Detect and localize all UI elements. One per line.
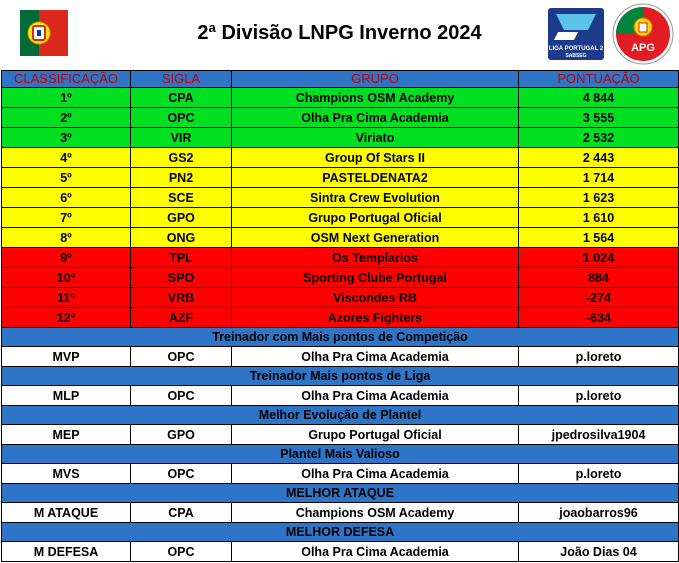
standings-row <box>2 88 679 108</box>
award-grupo-cell: Grupo Portugal Oficial <box>232 425 519 445</box>
award-user-cell: João Dias 04 <box>519 542 679 562</box>
standings-row <box>2 288 679 308</box>
grupo-cell: OSM Next Generation <box>232 228 519 248</box>
position-cell: 12º <box>2 308 131 328</box>
grupo-cell: PASTELDENATA2 <box>232 168 519 188</box>
award-title: Treinador com Mais pontos de Competição <box>2 328 679 347</box>
column-header-pontuacao: PONTUAÇÃO <box>519 71 679 88</box>
award-code-cell: MEP <box>2 425 131 445</box>
award-row <box>2 542 679 562</box>
standings-row <box>2 248 679 268</box>
award-title: Melhor Evolução de Plantel <box>2 406 679 425</box>
award-grupo-cell: Champions OSM Academy <box>232 503 519 523</box>
standings-row <box>2 168 679 188</box>
sigla-cell: GPO <box>131 208 232 228</box>
award-title: MELHOR DEFESA <box>2 523 679 542</box>
grupo-cell: Olha Pra Cima Academia <box>232 108 519 128</box>
pontos-cell: 3 555 <box>519 108 679 128</box>
position-cell: 11º <box>2 288 131 308</box>
sigla-cell: TPL <box>131 248 232 268</box>
award-title-row <box>2 445 679 464</box>
table-header-row <box>2 71 679 88</box>
standings-table <box>1 70 679 562</box>
liga-portugal-logo-icon <box>548 8 604 60</box>
sigla-cell: AZF <box>131 308 232 328</box>
award-row <box>2 347 679 367</box>
award-title-row <box>2 523 679 542</box>
grupo-cell: Group Of Stars II <box>232 148 519 168</box>
award-title: Plantel Mais Valioso <box>2 445 679 464</box>
award-title-row <box>2 328 679 347</box>
grupo-cell: Viriato <box>232 128 519 148</box>
page-header <box>0 0 679 70</box>
award-row <box>2 464 679 484</box>
standings-row <box>2 208 679 228</box>
pontos-cell: 4 844 <box>519 88 679 108</box>
pontos-cell: 1 714 <box>519 168 679 188</box>
award-title: MELHOR ATAQUE <box>2 484 679 503</box>
svg-text:SABSEG: SABSEG <box>565 53 587 59</box>
award-row <box>2 386 679 406</box>
award-sigla-cell: CPA <box>131 503 232 523</box>
award-grupo-cell: Olha Pra Cima Academia <box>232 464 519 484</box>
award-code-cell: M DEFESA <box>2 542 131 562</box>
award-title-row <box>2 484 679 503</box>
grupo-cell: Grupo Portugal Oficial <box>232 208 519 228</box>
standings-row <box>2 108 679 128</box>
sigla-cell: PN2 <box>131 168 232 188</box>
award-user-cell: p.loreto <box>519 386 679 406</box>
pontos-cell: 1 623 <box>519 188 679 208</box>
award-grupo-cell: Olha Pra Cima Academia <box>232 386 519 406</box>
standings-row <box>2 128 679 148</box>
award-code-cell: MLP <box>2 386 131 406</box>
award-code-cell: MVP <box>2 347 131 367</box>
pontos-cell: 2 532 <box>519 128 679 148</box>
pontos-cell: 1 564 <box>519 228 679 248</box>
position-cell: 1º <box>2 88 131 108</box>
column-header-classificacao: CLASSIFICAÇÃO <box>2 71 131 88</box>
award-code-cell: M ATAQUE <box>2 503 131 523</box>
sigla-cell: OPC <box>131 108 232 128</box>
award-row <box>2 503 679 523</box>
standings-row <box>2 188 679 208</box>
sigla-cell: VRB <box>131 288 232 308</box>
pontos-cell: 884 <box>519 268 679 288</box>
standings-row <box>2 268 679 288</box>
standings-row <box>2 228 679 248</box>
svg-text:LIGA PORTUGAL 2: LIGA PORTUGAL 2 <box>548 46 604 52</box>
svg-text:APG: APG <box>631 42 655 54</box>
grupo-cell: Viscondes RB <box>232 288 519 308</box>
position-cell: 6º <box>2 188 131 208</box>
award-title: Treinador Mais pontos de Liga <box>2 367 679 386</box>
sigla-cell: VIR <box>131 128 232 148</box>
grupo-cell: Sintra Crew Evolution <box>232 188 519 208</box>
award-grupo-cell: Olha Pra Cima Academia <box>232 542 519 562</box>
pontos-cell: 2 443 <box>519 148 679 168</box>
position-cell: 8º <box>2 228 131 248</box>
sigla-cell: SCE <box>131 188 232 208</box>
award-user-cell: joaobarros96 <box>519 503 679 523</box>
sigla-cell: ONG <box>131 228 232 248</box>
sigla-cell: CPA <box>131 88 232 108</box>
page-title: 2ª Divisão LNPG Inverno 2024 <box>197 22 482 44</box>
grupo-cell: Os Templarios <box>232 248 519 268</box>
award-code-cell: MVS <box>2 464 131 484</box>
award-sigla-cell: GPO <box>131 425 232 445</box>
sigla-cell: GS2 <box>131 148 232 168</box>
standings-row <box>2 148 679 168</box>
apg-logo-icon <box>612 3 674 65</box>
position-cell: 5º <box>2 168 131 188</box>
grupo-cell: Sporting Clube Portugal <box>232 268 519 288</box>
award-sigla-cell: OPC <box>131 386 232 406</box>
award-user-cell: p.loreto <box>519 464 679 484</box>
position-cell: 3º <box>2 128 131 148</box>
pontos-cell: -274 <box>519 288 679 308</box>
grupo-cell: Champions OSM Academy <box>232 88 519 108</box>
award-row <box>2 425 679 445</box>
position-cell: 2º <box>2 108 131 128</box>
award-grupo-cell: Olha Pra Cima Academia <box>232 347 519 367</box>
position-cell: 9º <box>2 248 131 268</box>
column-header-sigla: SIGLA <box>131 71 232 88</box>
position-cell: 4º <box>2 148 131 168</box>
standings-row <box>2 308 679 328</box>
column-header-grupo: GRUPO <box>232 71 519 88</box>
grupo-cell: Azores Fighters <box>232 308 519 328</box>
pontos-cell: -634 <box>519 308 679 328</box>
award-sigla-cell: OPC <box>131 464 232 484</box>
award-title-row <box>2 406 679 425</box>
award-sigla-cell: OPC <box>131 542 232 562</box>
pontos-cell: 1 610 <box>519 208 679 228</box>
sigla-cell: SPO <box>131 268 232 288</box>
award-sigla-cell: OPC <box>131 347 232 367</box>
award-title-row <box>2 367 679 386</box>
pontos-cell: 1 024 <box>519 248 679 268</box>
award-user-cell: jpedrosilva1904 <box>519 425 679 445</box>
position-cell: 7º <box>2 208 131 228</box>
position-cell: 10º <box>2 268 131 288</box>
award-user-cell: p.loreto <box>519 347 679 367</box>
